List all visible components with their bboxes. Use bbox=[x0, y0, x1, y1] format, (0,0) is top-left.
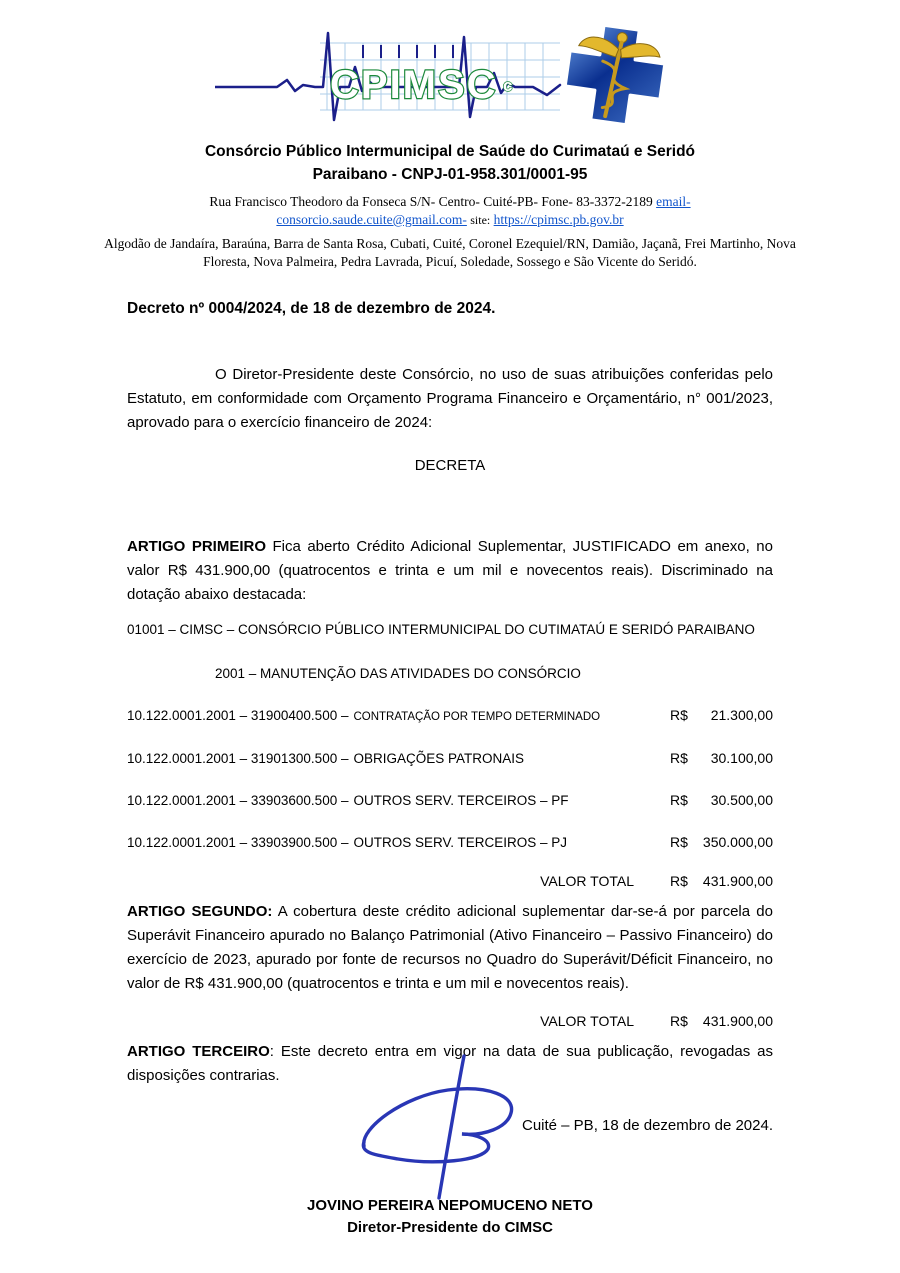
address-line1 bbox=[0, 193, 900, 211]
valor-total-row bbox=[127, 1009, 773, 1033]
org-title bbox=[0, 140, 900, 186]
article-second-text: A cobertura deste crédito adicional suplementar dar-se-á por parcela do Superávit Financeiro apurado no Balanço Patrimonial (Ativo Financeiro – Passivo Financeiro) do exercício de 2023, apurado por fonte de recursos no Quadro do Superávit/Déficit Financeiro, no valor de R$ 431.900,00 (quatrocentos e trinta e um mil e novecentos reais). bbox=[127, 903, 773, 992]
amount-value: 30.100,00 bbox=[710, 750, 773, 766]
budget-desc: OUTROS SERV. TERCEIROS – PJ bbox=[353, 835, 568, 850]
budget-organ-line: 01001 – CIMSC – CONSÓRCIO PÚBLICO INTERMUNICIPAL DO CUTIMATAÚ E SERIDÓ PARAIBANO bbox=[127, 622, 755, 637]
valor-total-label: VALOR TOTAL bbox=[540, 1013, 634, 1029]
currency-symbol: R$ bbox=[670, 1013, 688, 1029]
budget-amount bbox=[670, 830, 773, 854]
decree-body bbox=[127, 297, 773, 1239]
currency-symbol: R$ bbox=[670, 750, 688, 766]
logo-acronym: CPIMSC bbox=[330, 63, 498, 107]
budget-desc: CONTRATAÇÃO POR TEMPO DETERMINADO bbox=[353, 711, 601, 723]
signature-block bbox=[127, 1195, 773, 1239]
address-line2 bbox=[0, 211, 900, 229]
article-third-label: ARTIGO TERCEIRO bbox=[127, 1043, 270, 1060]
municipalities-list: Algodão de Jandaíra, Baraúna, Barra de Santa Rosa, Cubati, Cuité, Coronel Ezequiel/RN, Damião, Jaçanã, Frei Martinho, Nova Floresta, Nova Palmeira, Pedra Lavrada, Picuí, Soledade, Sossego e São Vicente do Seridó. bbox=[104, 236, 796, 269]
valor-total-label: VALOR TOTAL bbox=[540, 873, 634, 889]
article-third bbox=[127, 1040, 773, 1088]
decree-number: Decreto nº 0004/2024, de 18 de dezembro de 2024. bbox=[127, 300, 496, 317]
medical-cross-icon bbox=[561, 25, 669, 125]
budget-amount bbox=[670, 703, 773, 727]
logo-registered-mark: c bbox=[503, 76, 513, 95]
budget-row bbox=[127, 830, 773, 855]
org-title-line1: Consórcio Público Intermunicipal de Saúde do Curimataú e Seridó bbox=[204, 143, 696, 160]
valor-total-amount bbox=[670, 1009, 773, 1033]
signer-name: JOVINO PEREIRA NEPOMUCENO NETO bbox=[307, 1197, 593, 1214]
budget-code: 10.122.0001.2001 – 31901300.500 – bbox=[127, 751, 349, 766]
article-first bbox=[127, 535, 773, 607]
budget-desc: OUTROS SERV. TERCEIROS – PF bbox=[353, 793, 569, 808]
budget-row bbox=[127, 788, 773, 813]
budget-row bbox=[127, 703, 773, 729]
currency-symbol: R$ bbox=[670, 792, 688, 808]
currency-symbol: R$ bbox=[670, 707, 688, 723]
budget-desc: OBRIGAÇÕES PATRONAIS bbox=[353, 751, 524, 766]
site-label: site: bbox=[470, 213, 491, 227]
amount-value: 350.000,00 bbox=[702, 834, 773, 850]
email-link-part2[interactable]: consorcio.saude.cuite@gmail.com- bbox=[276, 212, 467, 227]
amount-value: 431.900,00 bbox=[702, 1013, 773, 1029]
article-first-label: ARTIGO PRIMEIRO bbox=[127, 538, 266, 555]
budget-program-line: 2001 – MANUTENÇÃO DAS ATIVIDADES DO CONSÓRCIO bbox=[215, 666, 581, 681]
currency-symbol: R$ bbox=[670, 873, 688, 889]
budget-row bbox=[127, 746, 773, 771]
decree-preamble: O Diretor-Presidente deste Consórcio, no uso de suas atribuições conferidas pelo Estatuto, em conformidade com Orçamento Programa Financeiro e Orçamentário, n° 001/2023, aprovado para o exercício financeiro de 2024: bbox=[127, 366, 773, 431]
article-third-text: : Este decreto entra em vigor na data de sua publicação, revogadas as disposições contrarias. bbox=[127, 1043, 773, 1084]
signer-role: Diretor-Presidente do CIMSC bbox=[347, 1219, 553, 1236]
article-second bbox=[127, 900, 773, 996]
amount-value: 30.500,00 bbox=[710, 792, 773, 808]
decreta-heading: DECRETA bbox=[414, 457, 486, 474]
amount-value: 431.900,00 bbox=[702, 873, 773, 889]
email-link-part1[interactable]: email- bbox=[656, 194, 691, 209]
site-link[interactable]: https://cpimsc.pb.gov.br bbox=[493, 212, 624, 227]
budget-code: 10.122.0001.2001 – 33903900.500 – bbox=[127, 835, 349, 850]
org-title-line2: Paraibano - CNPJ-01-958.301/0001-95 bbox=[312, 166, 588, 183]
cpimsc-logo-graphic bbox=[215, 25, 685, 125]
budget-code: 10.122.0001.2001 – 33903600.500 – bbox=[127, 793, 349, 808]
budget-code: 10.122.0001.2001 – 31900400.500 – bbox=[127, 708, 349, 723]
address-text: Rua Francisco Theodoro da Fonseca S/N- Centro- Cuité-PB- Fone- 83-3372-2189 bbox=[209, 194, 653, 209]
valor-total-amount bbox=[670, 869, 773, 893]
currency-symbol: R$ bbox=[670, 834, 688, 850]
budget-amount bbox=[670, 788, 773, 812]
amount-value: 21.300,00 bbox=[710, 707, 773, 723]
article-first-text: Fica aberto Crédito Adicional Suplementar, JUSTIFICADO em anexo, no valor R$ 431.900,00 (quatrocentos e trinta e um mil e novecentos reais). Discriminado na dotação abaixo destacada: bbox=[127, 538, 773, 603]
valor-total-row bbox=[127, 869, 773, 893]
place-date-line: Cuité – PB, 18 de dezembro de 2024. bbox=[521, 1117, 773, 1134]
budget-amount bbox=[670, 746, 773, 770]
article-second-label: ARTIGO SEGUNDO: bbox=[127, 903, 273, 920]
cpimsc-logo bbox=[215, 25, 685, 125]
org-address bbox=[0, 193, 900, 229]
ecg-ticks bbox=[363, 45, 453, 58]
